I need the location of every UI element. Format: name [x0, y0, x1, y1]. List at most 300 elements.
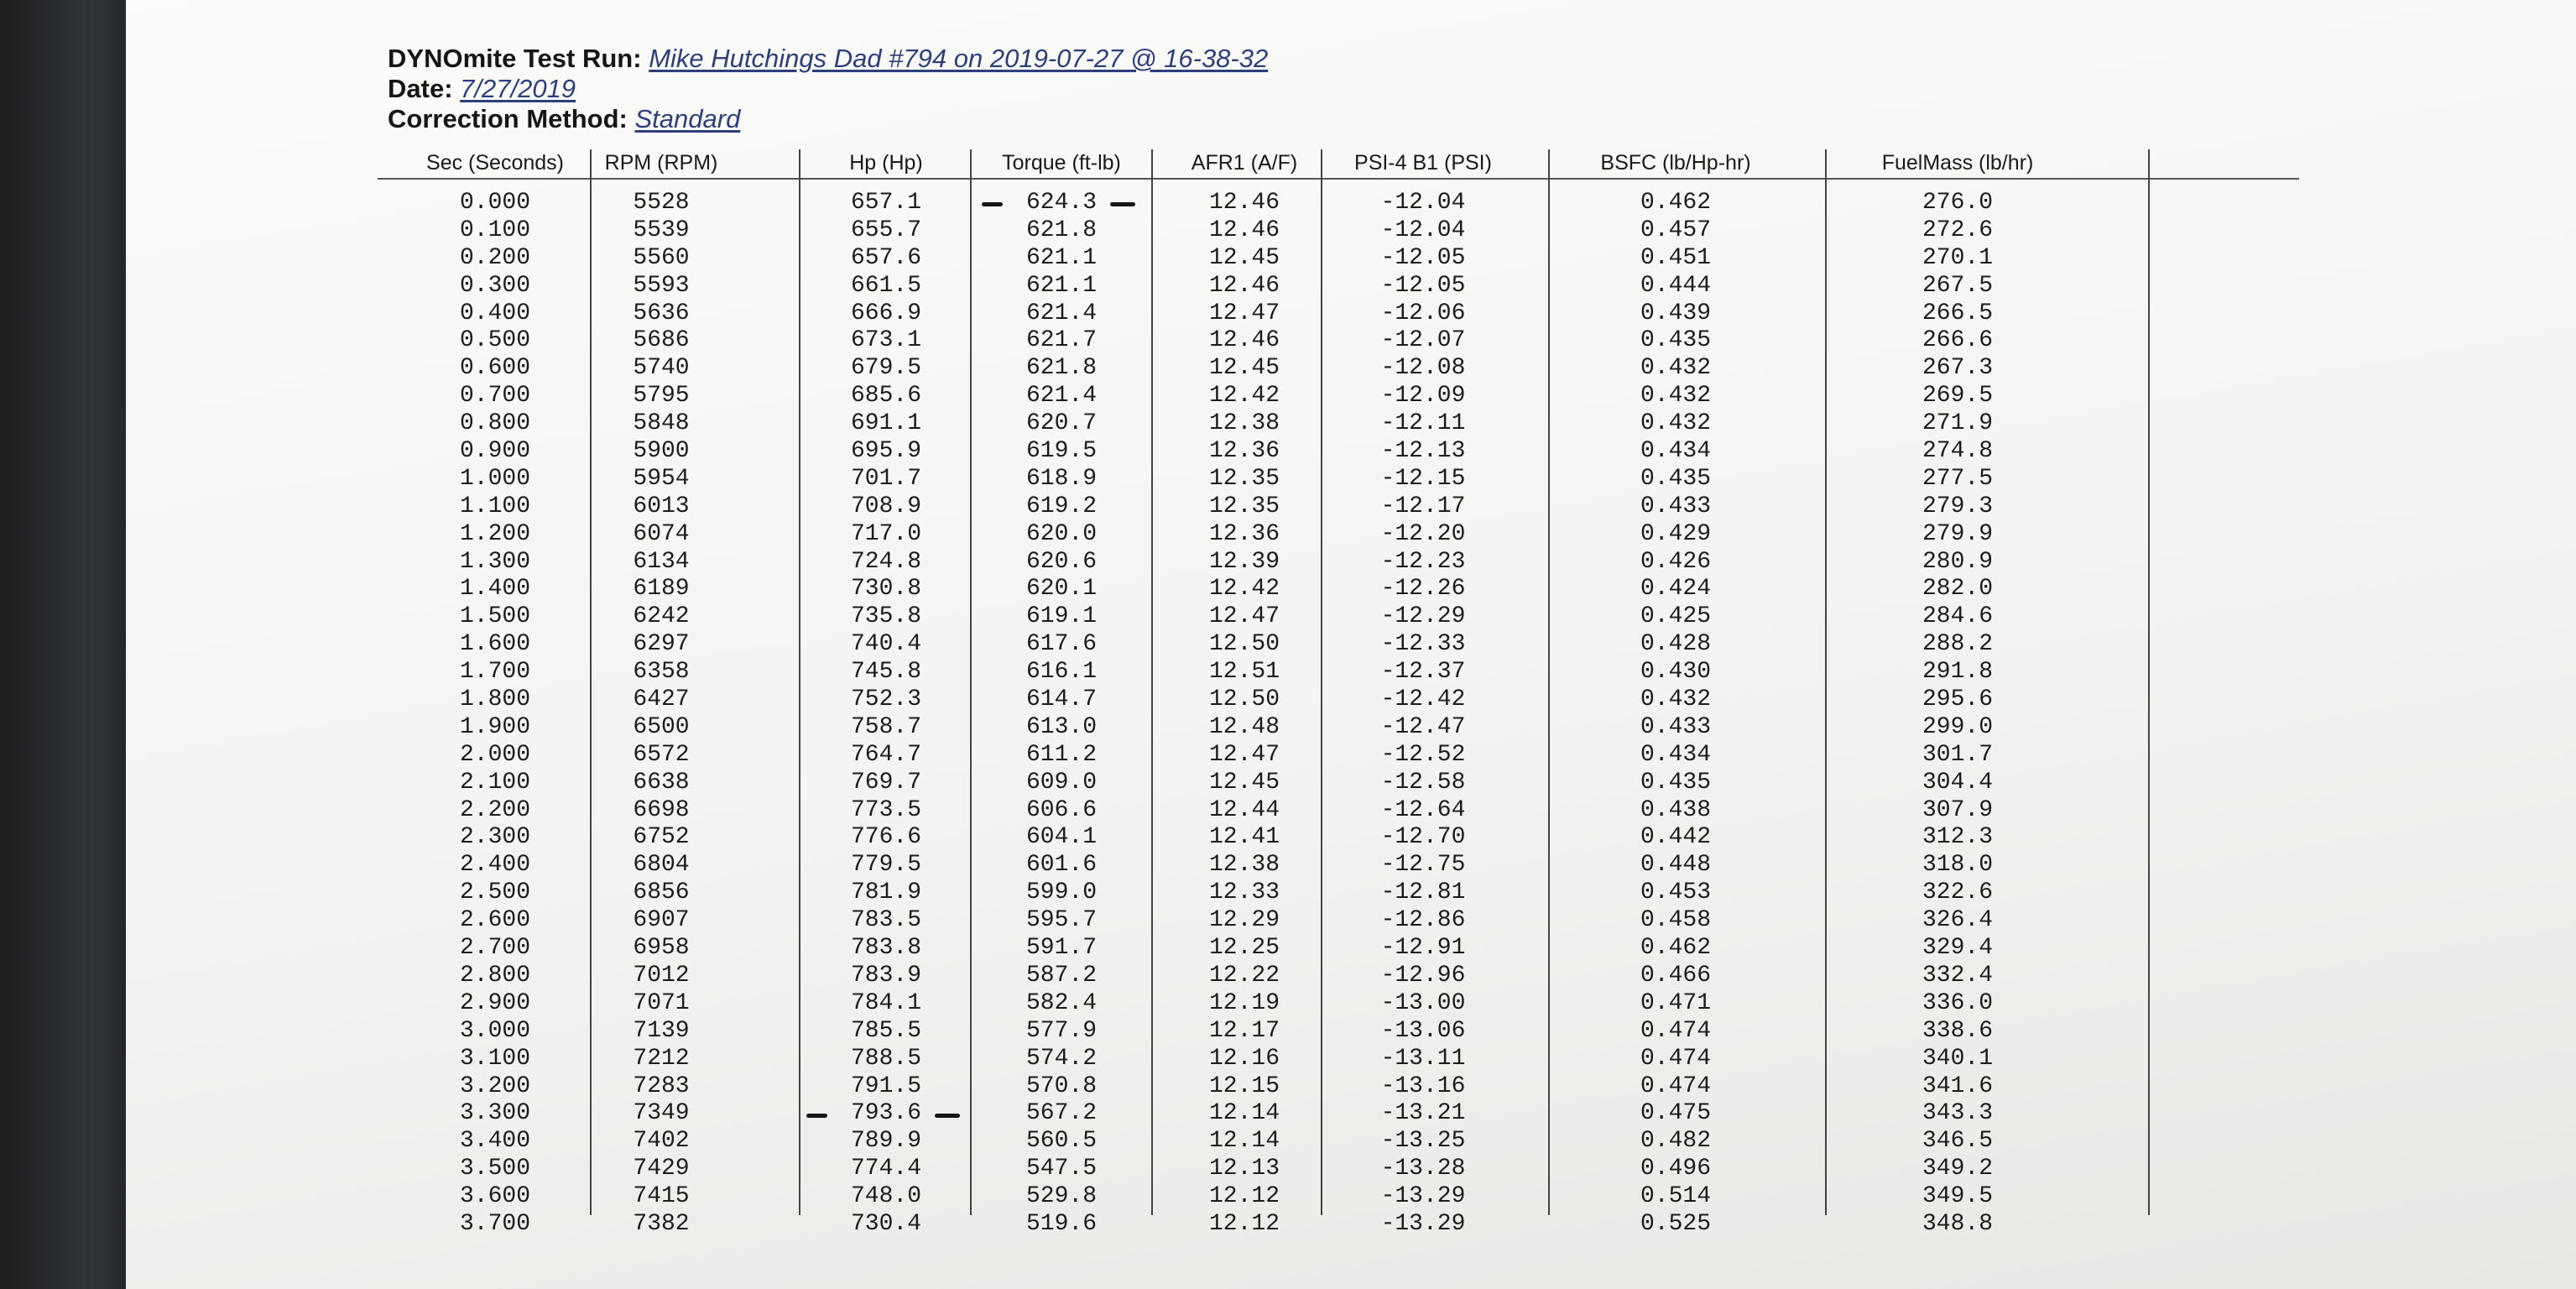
table-cell: 0.429: [1640, 520, 1711, 547]
table-row: [378, 797, 2299, 825]
table-cell: 701.7: [850, 465, 921, 492]
table-cell: 2.000: [459, 741, 530, 768]
table-cell: 1.300: [459, 548, 530, 575]
table-cell: 338.6: [1922, 1017, 1993, 1044]
table-cell: 0.434: [1640, 741, 1711, 768]
table-cell: 2.900: [459, 989, 530, 1016]
table-cell: 0.474: [1640, 1072, 1711, 1099]
table-cell: 7382: [633, 1210, 690, 1237]
table-cell: 12.46: [1208, 217, 1280, 243]
table-cell: 3.100: [459, 1045, 530, 1072]
table-cell: 299.0: [1922, 713, 1993, 740]
table-cell: 1.500: [459, 603, 530, 630]
table-cell: 0.300: [459, 272, 530, 299]
column-header: FuelMass (lb/hr): [1881, 151, 2034, 175]
table-cell: 2.700: [459, 935, 530, 962]
table-cell: 0.500: [459, 327, 530, 354]
column-header: PSI-4 B1 (PSI): [1354, 151, 1492, 175]
table-cell: -12.75: [1380, 852, 1466, 879]
table-cell: 519.6: [1025, 1210, 1097, 1237]
table-cell: 12.13: [1208, 1156, 1280, 1182]
table-cell: -12.11: [1380, 410, 1466, 437]
table-cell: 6358: [633, 659, 690, 686]
table-row: [378, 383, 2299, 410]
table-cell: 0.525: [1640, 1210, 1711, 1237]
table-cell: 0.800: [459, 410, 530, 437]
table-cell: 6958: [633, 935, 690, 962]
column-header: Torque (ft-lb): [1002, 151, 1121, 175]
table-cell: 0.425: [1640, 603, 1711, 630]
table-cell: -12.96: [1380, 962, 1466, 989]
table-row: [378, 1183, 2299, 1211]
table-cell: 621.8: [1025, 355, 1097, 382]
table-cell: 5593: [633, 272, 690, 299]
table-cell: 0.100: [459, 217, 530, 243]
table-cell: -12.04: [1380, 217, 1466, 243]
table-cell: 1.000: [459, 465, 530, 492]
table-cell: -12.42: [1380, 686, 1466, 713]
table-cell: 12.36: [1208, 520, 1280, 547]
table-cell: 12.33: [1208, 879, 1280, 906]
table-cell: 2.500: [459, 879, 530, 906]
table-cell: 12.14: [1208, 1128, 1280, 1155]
table-cell: 0.432: [1640, 686, 1711, 713]
table-cell: -12.81: [1380, 879, 1466, 906]
table-cell: 781.9: [850, 879, 921, 906]
table-cell: 617.6: [1025, 631, 1097, 658]
table-cell: 621.1: [1025, 244, 1097, 271]
table-cell: 3.200: [459, 1072, 530, 1099]
table-cell: 318.0: [1922, 852, 1993, 879]
table-cell: 307.9: [1922, 796, 1993, 823]
table-cell: 12.15: [1208, 1072, 1280, 1099]
table-cell: 769.7: [850, 769, 921, 796]
table-cell: 730.8: [850, 576, 921, 603]
table-cell: 6572: [633, 741, 690, 768]
table-row: [378, 438, 2299, 466]
table-cell: 0.453: [1640, 879, 1711, 906]
table-cell: 271.9: [1922, 410, 1993, 437]
report-header: [388, 44, 1268, 134]
table-cell: 7071: [633, 989, 690, 1016]
table-cell: 5636: [633, 300, 690, 326]
table-cell: 7349: [633, 1100, 690, 1127]
table-cell: 2.200: [459, 796, 530, 823]
table-cell: 0.438: [1640, 796, 1711, 823]
table-cell: 6189: [633, 576, 690, 603]
correction-value: Standard: [634, 104, 741, 133]
table-cell: 0.514: [1640, 1183, 1711, 1210]
table-cell: 774.4: [850, 1156, 921, 1182]
table-cell: 0.435: [1640, 465, 1711, 492]
table-cell: 349.2: [1922, 1156, 1993, 1182]
table-cell: 343.3: [1922, 1100, 1993, 1127]
table-cell: 791.5: [850, 1072, 921, 1099]
table-cell: 691.1: [850, 410, 921, 437]
table-cell: 0.433: [1640, 493, 1711, 519]
table-cell: 748.0: [850, 1183, 921, 1210]
table-cell: 272.6: [1922, 217, 1993, 243]
table-cell: 12.44: [1208, 796, 1280, 823]
table-cell: 0.400: [459, 300, 530, 326]
table-cell: -13.06: [1380, 1017, 1466, 1044]
table-cell: 12.17: [1208, 1017, 1280, 1044]
table-cell: 3.500: [459, 1156, 530, 1182]
table-cell: 0.433: [1640, 713, 1711, 740]
table-cell: 0.448: [1640, 852, 1711, 879]
table-cell: 764.7: [850, 741, 921, 768]
table-cell: 619.2: [1025, 493, 1097, 519]
table-cell: 0.458: [1640, 907, 1711, 934]
table-cell: 567.2: [1025, 1100, 1097, 1127]
table-cell: 560.5: [1025, 1128, 1097, 1155]
table-cell: 0.000: [459, 190, 530, 216]
table-cell: -12.58: [1380, 769, 1466, 796]
table-cell: 570.8: [1025, 1072, 1097, 1099]
column-header: BSFC (lb/Hp-hr): [1600, 151, 1751, 175]
table-row: [378, 273, 2299, 300]
table-cell: 12.48: [1208, 713, 1280, 740]
table-cell: 7283: [633, 1072, 690, 1099]
table-cell: 0.430: [1640, 659, 1711, 686]
table-cell: 5795: [633, 383, 690, 410]
table-cell: 6242: [633, 603, 690, 630]
table-cell: 0.900: [459, 438, 530, 465]
table-cell: 12.47: [1208, 603, 1280, 630]
table-row: [378, 521, 2299, 549]
table-cell: 0.474: [1640, 1045, 1711, 1072]
table-cell: 269.5: [1922, 383, 1993, 410]
table-cell: -12.07: [1380, 327, 1466, 354]
table-cell: -13.25: [1380, 1128, 1466, 1155]
table-cell: 685.6: [850, 383, 921, 410]
table-cell: 601.6: [1025, 852, 1097, 879]
table-cell: -12.13: [1380, 438, 1466, 465]
table-cell: 2.100: [459, 769, 530, 796]
table-row: [378, 1128, 2299, 1156]
table-cell: 12.45: [1208, 355, 1280, 382]
table-row: [378, 824, 2299, 852]
table-cell: 277.5: [1922, 465, 1993, 492]
table-cell: 266.6: [1922, 327, 1993, 354]
table-cell: 657.6: [850, 244, 921, 271]
table-cell: 6500: [633, 713, 690, 740]
table-cell: 279.9: [1922, 520, 1993, 547]
table-cell: 655.7: [850, 217, 921, 243]
test-run-line: [388, 44, 1268, 74]
dyno-data-table: [378, 144, 2299, 1237]
table-cell: 604.1: [1025, 824, 1097, 851]
table-row: [378, 1211, 2299, 1239]
table-cell: 291.8: [1922, 659, 1993, 686]
table-cell: 7415: [633, 1183, 690, 1210]
table-row: [378, 603, 2299, 631]
table-cell: 0.462: [1640, 190, 1711, 216]
table-cell: 621.8: [1025, 217, 1097, 243]
table-cell: -12.64: [1380, 796, 1466, 823]
table-cell: 12.39: [1208, 548, 1280, 575]
table-cell: 1.400: [459, 576, 530, 603]
table-cell: 346.5: [1922, 1128, 1993, 1155]
table-cell: 582.4: [1025, 989, 1097, 1016]
table-cell: 12.46: [1208, 272, 1280, 299]
table-cell: 0.457: [1640, 217, 1711, 243]
table-cell: 2.300: [459, 824, 530, 851]
table-cell: 12.42: [1208, 576, 1280, 603]
table-cell: 0.426: [1640, 548, 1711, 575]
test-run-value: Mike Hutchings Dad #794 on 2019-07-27 @ 16-38-32: [649, 44, 1269, 73]
table-row: [378, 549, 2299, 577]
table-cell: -12.29: [1380, 603, 1466, 630]
table-row: [378, 852, 2299, 879]
table-cell: 0.432: [1640, 355, 1711, 382]
table-cell: 717.0: [850, 520, 921, 547]
table-row: [378, 190, 2299, 217]
table-cell: 12.12: [1208, 1210, 1280, 1237]
table-row: [378, 1156, 2299, 1183]
table-row: [378, 1073, 2299, 1101]
table-cell: 619.5: [1025, 438, 1097, 465]
table-cell: 609.0: [1025, 769, 1097, 796]
table-cell: 758.7: [850, 713, 921, 740]
table-cell: 12.42: [1208, 383, 1280, 410]
table-row: [378, 659, 2299, 686]
table-cell: -12.52: [1380, 741, 1466, 768]
pen-dash-mark: [1110, 202, 1135, 206]
table-cell: 2.600: [459, 907, 530, 934]
table-cell: 267.5: [1922, 272, 1993, 299]
column-header: Hp (Hp): [849, 151, 923, 175]
table-cell: 0.432: [1640, 383, 1711, 410]
table-cell: 661.5: [850, 272, 921, 299]
table-row: [378, 466, 2299, 493]
table-row: [378, 576, 2299, 603]
table-cell: 784.1: [850, 989, 921, 1016]
table-cell: 6134: [633, 548, 690, 575]
table-cell: 614.7: [1025, 686, 1097, 713]
table-cell: 12.14: [1208, 1100, 1280, 1127]
table-cell: 3.300: [459, 1100, 530, 1127]
table-cell: 12.45: [1208, 769, 1280, 796]
table-cell: -12.91: [1380, 935, 1466, 962]
table-cell: -12.05: [1380, 272, 1466, 299]
table-cell: 1.100: [459, 493, 530, 519]
table-cell: -12.08: [1380, 355, 1466, 382]
table-cell: 0.435: [1640, 769, 1711, 796]
table-cell: 785.5: [850, 1017, 921, 1044]
column-header: Sec (Seconds): [426, 151, 564, 175]
table-cell: 0.466: [1640, 962, 1711, 989]
table-row: [378, 879, 2299, 907]
table-cell: 6427: [633, 686, 690, 713]
table-cell: 312.3: [1922, 824, 1993, 851]
table-cell: 304.4: [1922, 769, 1993, 796]
table-cell: 5528: [633, 190, 690, 216]
table-cell: 673.1: [850, 327, 921, 354]
table-cell: 12.16: [1208, 1045, 1280, 1072]
table-cell: 574.2: [1025, 1045, 1097, 1072]
table-cell: 12.12: [1208, 1183, 1280, 1210]
table-cell: 657.1: [850, 190, 921, 216]
table-cell: 12.45: [1208, 244, 1280, 271]
table-cell: 3.400: [459, 1128, 530, 1155]
table-cell: -13.16: [1380, 1072, 1466, 1099]
table-cell: 267.3: [1922, 355, 1993, 382]
table-cell: 12.25: [1208, 935, 1280, 962]
table-cell: 6638: [633, 769, 690, 796]
table-row: [378, 770, 2299, 797]
table-cell: 12.50: [1208, 631, 1280, 658]
table-cell: -12.06: [1380, 300, 1466, 326]
table-cell: 2.800: [459, 962, 530, 989]
table-cell: 5740: [633, 355, 690, 382]
table-row: [378, 935, 2299, 963]
table-cell: -12.17: [1380, 493, 1466, 519]
table-cell: 599.0: [1025, 879, 1097, 906]
table-cell: -12.47: [1380, 713, 1466, 740]
table-cell: 284.6: [1922, 603, 1993, 630]
table-row: [378, 1100, 2299, 1128]
table-cell: -12.04: [1380, 190, 1466, 216]
table-cell: 724.8: [850, 548, 921, 575]
table-cell: 12.46: [1208, 190, 1280, 216]
table-cell: 12.29: [1208, 907, 1280, 934]
table-cell: 348.8: [1922, 1210, 1993, 1237]
table-cell: 0.439: [1640, 300, 1711, 326]
table-cell: 12.35: [1208, 493, 1280, 519]
table-cell: 745.8: [850, 659, 921, 686]
table-cell: 0.700: [459, 383, 530, 410]
table-cell: 6698: [633, 796, 690, 823]
table-cell: 606.6: [1025, 796, 1097, 823]
table-cell: 301.7: [1922, 741, 1993, 768]
table-cell: 0.444: [1640, 272, 1711, 299]
table-cell: 7212: [633, 1045, 690, 1072]
table-cell: 0.434: [1640, 438, 1711, 465]
table-cell: -12.70: [1380, 824, 1466, 851]
table-cell: 3.600: [459, 1183, 530, 1210]
table-cell: 695.9: [850, 438, 921, 465]
table-cell: 577.9: [1025, 1017, 1097, 1044]
date-label: Date:: [388, 74, 453, 103]
table-cell: 12.22: [1208, 962, 1280, 989]
table-cell: -13.28: [1380, 1156, 1466, 1182]
table-cell: 332.4: [1922, 962, 1993, 989]
table-row: [378, 631, 2299, 659]
column-header: RPM (RPM): [604, 151, 718, 175]
table-row: [378, 355, 2299, 383]
table-cell: -13.29: [1380, 1210, 1466, 1237]
correction-line: [388, 104, 1268, 134]
table-cell: 12.50: [1208, 686, 1280, 713]
table-row: [378, 686, 2299, 714]
table-cell: 616.1: [1025, 659, 1097, 686]
table-cell: 5539: [633, 217, 690, 243]
table-cell: 1.900: [459, 713, 530, 740]
table-cell: 624.3: [1025, 190, 1097, 216]
table-cell: 6074: [633, 520, 690, 547]
pen-dash-mark: [806, 1114, 827, 1118]
table-row: [378, 493, 2299, 521]
table-cell: 329.4: [1922, 935, 1993, 962]
table-cell: 773.5: [850, 796, 921, 823]
table-row: [378, 410, 2299, 438]
table-cell: 619.1: [1025, 603, 1097, 630]
table-cell: -12.15: [1380, 465, 1466, 492]
table-cell: 0.424: [1640, 576, 1711, 603]
table-cell: 322.6: [1922, 879, 1993, 906]
table-cell: 708.9: [850, 493, 921, 519]
table-cell: 529.8: [1025, 1183, 1097, 1210]
table-cell: 336.0: [1922, 989, 1993, 1016]
table-cell: 1.800: [459, 686, 530, 713]
column-header: AFR1 (A/F): [1191, 151, 1298, 175]
table-cell: 621.1: [1025, 272, 1097, 299]
table-cell: 7139: [633, 1017, 690, 1044]
table-cell: 547.5: [1025, 1156, 1097, 1182]
table-cell: 282.0: [1922, 576, 1993, 603]
table-cell: 613.0: [1025, 713, 1097, 740]
table-cell: 5560: [633, 244, 690, 271]
table-cell: 6013: [633, 493, 690, 519]
table-cell: 341.6: [1922, 1072, 1993, 1099]
date-value: 7/27/2019: [460, 74, 576, 103]
table-row: [378, 300, 2299, 328]
table-cell: 3.000: [459, 1017, 530, 1044]
table-cell: 621.4: [1025, 300, 1097, 326]
table-cell: 679.5: [850, 355, 921, 382]
table-cell: 595.7: [1025, 907, 1097, 934]
table-cell: 591.7: [1025, 935, 1097, 962]
table-cell: 0.474: [1640, 1017, 1711, 1044]
table-row: [378, 1046, 2299, 1073]
table-cell: 6907: [633, 907, 690, 934]
table-cell: 6856: [633, 879, 690, 906]
table-cell: 620.7: [1025, 410, 1097, 437]
table-cell: 12.35: [1208, 465, 1280, 492]
table-cell: 611.2: [1025, 741, 1097, 768]
table-cell: 0.496: [1640, 1156, 1711, 1182]
table-cell: 621.4: [1025, 383, 1097, 410]
table-cell: 0.200: [459, 244, 530, 271]
table-cell: -12.23: [1380, 548, 1466, 575]
table-cell: 326.4: [1922, 907, 1993, 934]
table-cell: 587.2: [1025, 962, 1097, 989]
table-cell: 0.475: [1640, 1100, 1711, 1127]
table-cell: 288.2: [1922, 631, 1993, 658]
table-cell: 779.5: [850, 852, 921, 879]
date-line: [388, 74, 1268, 104]
table-cell: 752.3: [850, 686, 921, 713]
table-cell: -13.29: [1380, 1183, 1466, 1210]
table-cell: 0.428: [1640, 631, 1711, 658]
table-cell: 0.462: [1640, 935, 1711, 962]
test-run-label: DYNOmite Test Run:: [388, 44, 642, 73]
table-cell: 12.19: [1208, 989, 1280, 1016]
table-cell: 7012: [633, 962, 690, 989]
table-cell: 12.47: [1208, 300, 1280, 326]
table-cell: 7429: [633, 1156, 690, 1182]
table-cell: 5900: [633, 438, 690, 465]
table-cell: 1.200: [459, 520, 530, 547]
table-cell: 2.400: [459, 852, 530, 879]
table-cell: -13.00: [1380, 989, 1466, 1016]
column-header-row: [378, 144, 2299, 180]
table-cell: 621.7: [1025, 327, 1097, 354]
table-cell: 620.6: [1025, 548, 1097, 575]
table-cell: 12.36: [1208, 438, 1280, 465]
table-cell: 783.5: [850, 907, 921, 934]
